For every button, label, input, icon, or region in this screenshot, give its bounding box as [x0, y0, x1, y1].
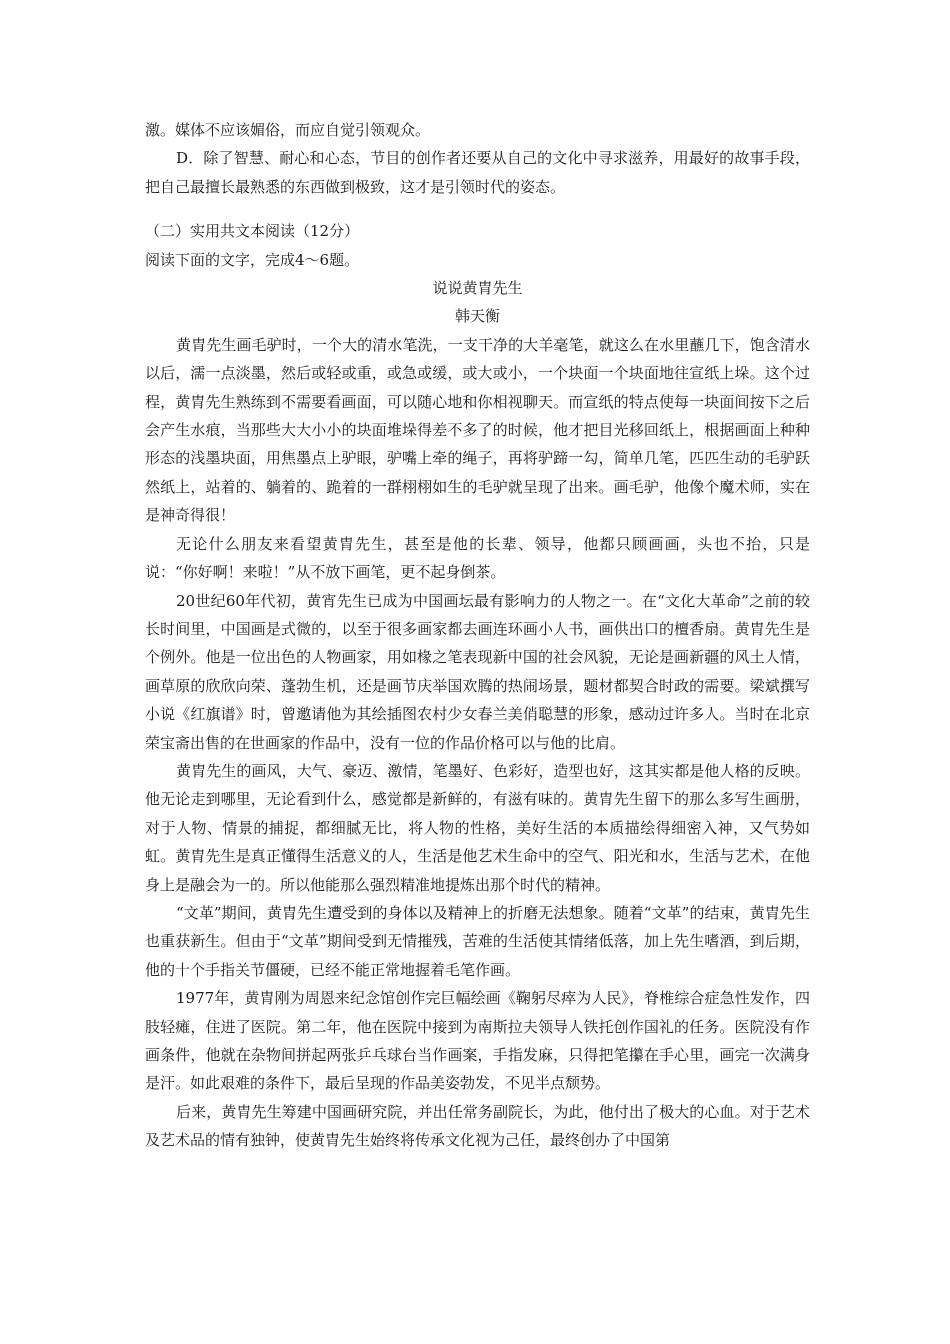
article-paragraph: 无论什么朋友来看望黄胄先生，甚至是他的长辈、领导，他都只顾画画，头也不抬，只是说：“你好啊！来啦！”从不放下画笔，更不起身倒茶。: [145, 534, 810, 582]
section-heading: （二）实用共文本阅读（12分）: [145, 222, 360, 241]
article-paragraph: 后来，黄胄先生筹建中国画研究院，并出任常务副院长，为此，他付出了极大的心血。对于艺术及艺术品的情有独钟，使黄胄先生始终将传承文化视为己任，最终创办了中国第: [145, 1102, 810, 1150]
prev-question-option-d: D．除了智慧、耐心和心态，节目的创作者还要从自己的文化中寻求滋养，用最好的故事手段，把自己最擅长最熟悉的东西做到极致，这才是引领时代的姿态。: [145, 149, 810, 196]
document-page: [145, 116, 810, 1155]
article-paragraph: 黄胄先生的画风，大气、豪迈、激情，笔墨好、色彩好，造型也好，这其实都是他人格的反映。他无论走到哪里，无论看到什么，感觉都是新鲜的，有滋有味的。黄胄先生留下的那么多写生画册，对于人物、情景的捕捉，都细腻无比，将人物的性格，美好生活的本质描绘得细密入神，又气势如虹。黄胄先生是真正懂得生活意义的人，生活是他艺术生命中的空气、阳光和水，生活与艺术，在他身上是融会为一的。所以他能那么强烈精准地提炼出那个时代的精神。: [145, 761, 810, 894]
article-paragraph: 1977年，黄胄刚为周恩来纪念馆创作完巨幅绘画《鞠躬尽瘁为人民》，脊椎综合症急性发作，四肢轻瘫，住进了医院。第二年，他在医院中接到为南斯拉夫领导人铁托创作国礼的任务。医院没有作画条件，他就在杂物间拼起两张乒乓球台当作画案，手指发麻，只得把笔攥在手心里，画完一次满身是汗。如此艰难的条件下，最后呈现的作品美姿勃发，不见半点颓势。: [145, 989, 810, 1093]
prev-question-tail: 激。媒体不应该媚俗，而应自觉引领观众。: [145, 121, 431, 139]
article-paragraph: 20世纪60年代初，黄宵先生已成为中国画坛最有影响力的人物之一。在“文化大革命”之前的较长时间里，中国画是式微的，以至于很多画家都去画连环画小人书，画供出口的檀香扇。黄胄先生是个例外。他是一位出色的人物画家，用如椽之笔表现新中国的社会风貌，无论是画新疆的风土人情，画草原的欣欣向荣、蓬勃生机，还是画节庆举国欢腾的热闹场景，题材都契合时政的需要。梁斌撰写小说《红旗谱》时，曾邀请他为其绘插图农村少女春兰美俏聪慧的形象，感动过许多人。当时在北京荣宝斋出售的在世画家的作品中，没有一位的作品价格可以与他的比肩。: [145, 591, 810, 752]
article-paragraph: “文革”期间，黄胄先生遭受到的身体以及精神上的折磨无法想象。随着“文革”的结束，黄胄先生也重获新生。但由于“文革”期间受到无情摧残，苦难的生活使其情绪低落，加上先生嗜酒，到后期，他的十个手指关节僵硬，已经不能正常地握着毛笔作画。: [145, 903, 810, 979]
article-paragraph: 黄胄先生画毛驴时，一个大的清水笔洗，一支干净的大羊毫笔，就这么在水里蘸几下，饱含清水以后，濡一点淡墨，然后或轻或重，或急或缓，或大或小，一个块面一个块面地往宣纸上垛。这个过程，黄胄先生熟练到不需要看画面，可以随心地和你相视聊天。而宣纸的特点使每一块面间按下之后会产生水痕，当那些大大小小的块面堆垛得差不多了的时候，他才把目光移回纸上，根据画面上种种形态的浅墨块面，用焦墨点上驴眼，驴嘴上牵的绳子，再将驴蹄一勾，简单几笔，匹匹生动的毛驴跃然纸上，站着的、躺着的、跪着的一群栩栩如生的毛驴就呈现了出来。画毛驴，他像个魔术师，实在是神奇得很！: [145, 335, 810, 525]
article-author: 韩天衡: [454, 307, 500, 326]
article-title: 说说黄胄先生: [432, 279, 523, 298]
section-instruction: 阅读下面的文字，完成4～6题。: [145, 250, 360, 269]
